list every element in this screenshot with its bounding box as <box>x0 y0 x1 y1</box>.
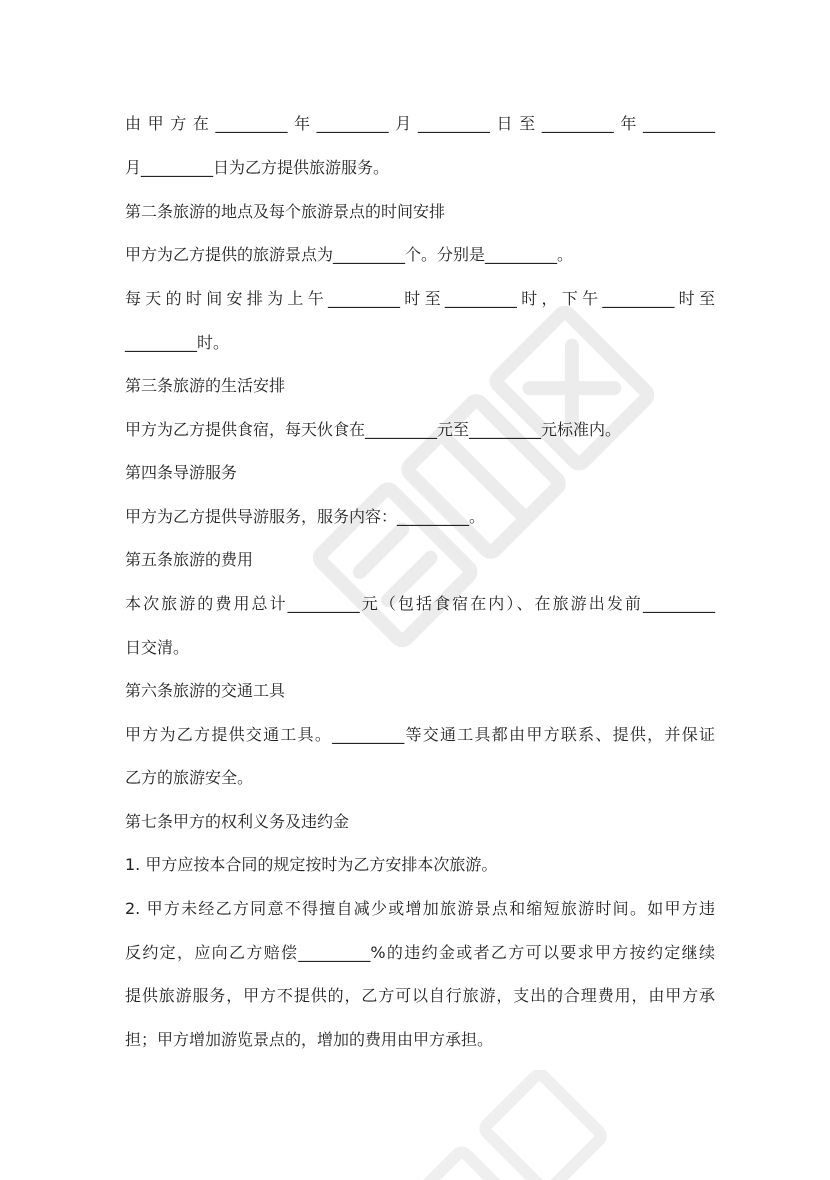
list-item-2-line-2: 反约定，应向乙方赔偿_________%的违约金或者乙方可以要求甲方按约定继续 <box>125 943 715 962</box>
text-line-5: 每天的时间安排为上午_________时至_________时，下午_________时至 <box>125 289 715 308</box>
clause-heading-7: 第七条甲方的权利义务及违约金 <box>125 812 350 831</box>
text-line-16: 乙方的旅游安全。 <box>125 768 254 787</box>
list-item-2-line-1: 2. 甲方未经乙方同意不得擅自减少或增加旅游景点和缩短旅游时间。如甲方违 <box>125 899 715 918</box>
text-line-1: 由甲方在_________年_________月_________日至_________年_________ <box>125 114 715 133</box>
text-line-15: 甲方为乙方提供交通工具。_________等交通工具都由甲方联系、提供，并保证 <box>125 725 715 744</box>
text-line-12: 本次旅游的费用总计_________元（包括食宿在内）、在旅游出发前_________ <box>125 594 715 613</box>
list-item-2-line-3: 提供旅游服务，甲方不提供的，乙方可以自行旅游，支出的合理费用，由甲方承 <box>125 986 715 1005</box>
clause-heading-4: 第四条导游服务 <box>125 463 238 482</box>
text-line-2: 月_________日为乙方提供旅游服务。 <box>125 158 390 177</box>
clause-heading-5: 第五条旅游的费用 <box>125 550 254 569</box>
watermark-logo-partial <box>360 1070 620 1180</box>
clause-heading-3: 第三条旅游的生活安排 <box>125 376 286 395</box>
list-item-1: 1. 甲方应按本合同的规定按时为乙方安排本次旅游。 <box>125 855 498 874</box>
list-item-2-line-4: 担；甲方增加游览景点的，增加的费用由甲方承担。 <box>125 1030 494 1049</box>
text-line-8: 甲方为乙方提供食宿，每天伙食在_________元至_________元标准内。 <box>125 420 622 439</box>
text-line-4: 甲方为乙方提供的旅游景点为_________个。分别是_________。 <box>125 245 574 264</box>
text-line-10: 甲方为乙方提供导游服务，服务内容：_________。 <box>125 507 486 526</box>
clause-heading-6: 第六条旅游的交通工具 <box>125 681 286 700</box>
text-line-6: _________时。 <box>125 333 230 352</box>
text-line-13: 日交清。 <box>125 638 190 657</box>
clause-heading-2: 第二条旅游的地点及每个旅游景点的时间安排 <box>125 202 446 221</box>
